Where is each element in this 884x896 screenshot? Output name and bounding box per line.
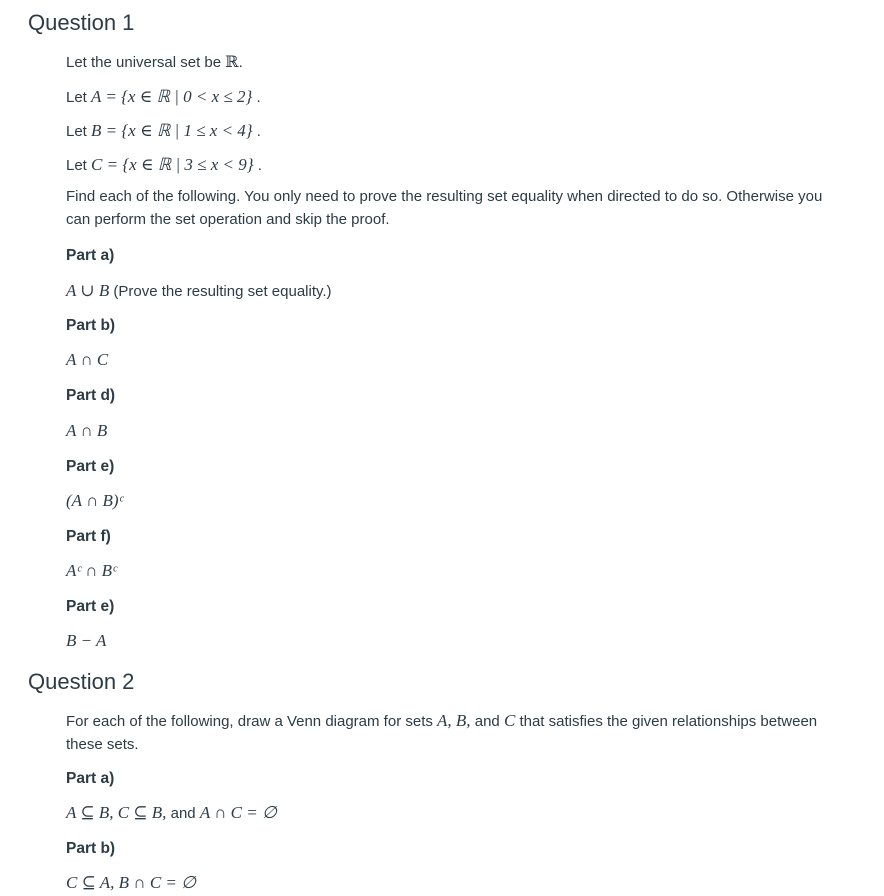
q2-intro: For each of the following, draw a Venn diagram for sets A, B, and C that satisfies the given relationships between these sets.	[66, 711, 818, 753]
q2-part-a-label: Part a)	[66, 770, 115, 787]
q2-part-b-label: Part b)	[66, 840, 116, 857]
q1-instructions: Find each of the following. You only need to prove the resulting set equality when directed to do so. Otherwise you can perform the set operation and skip the proof.	[66, 188, 823, 228]
q1-part-e-expression: (A ∩ B)ᶜ	[66, 491, 124, 510]
q1-part-a-expression: A ∪ B (Prove the resulting set equality.)	[66, 281, 332, 300]
q1-part-b-expression: A ∩ C	[66, 350, 109, 369]
q1-part-e2-expression: B − A	[66, 631, 107, 650]
set-c-definition: Let C = {x ∈ ℝ | 3 ≤ x < 9} .	[66, 155, 262, 174]
q1-part-d-label: Part d)	[66, 387, 116, 404]
set-a-definition: Let A = {x ∈ ℝ | 0 < x ≤ 2} .	[66, 87, 261, 106]
q1-part-e-label: Part e)	[66, 458, 115, 475]
q1-part-d-expression: A ∩ B	[66, 421, 108, 440]
q1-part-e2-label: Part e)	[66, 598, 115, 615]
set-b-definition: Let B = {x ∈ ℝ | 1 ≤ x < 4} .	[66, 121, 261, 140]
q1-part-f-label: Part f)	[66, 528, 111, 545]
q1-part-f-expression: Aᶜ ∩ Bᶜ	[66, 561, 117, 580]
q2-part-b-expression: C ⊆ A, B ∩ C = ∅	[66, 873, 196, 892]
question-1-heading: Question 1	[28, 10, 135, 35]
q2-part-a-expression: A ⊆ B, C ⊆ B, and A ∩ C = ∅	[66, 803, 277, 822]
q1-part-a-label: Part a)	[66, 247, 115, 264]
reals-symbol: ℝ	[225, 52, 239, 71]
universal-set-statement: Let the universal set be ℝ.	[66, 52, 243, 71]
q1-part-b-label: Part b)	[66, 317, 116, 334]
question-2-heading: Question 2	[28, 669, 135, 694]
